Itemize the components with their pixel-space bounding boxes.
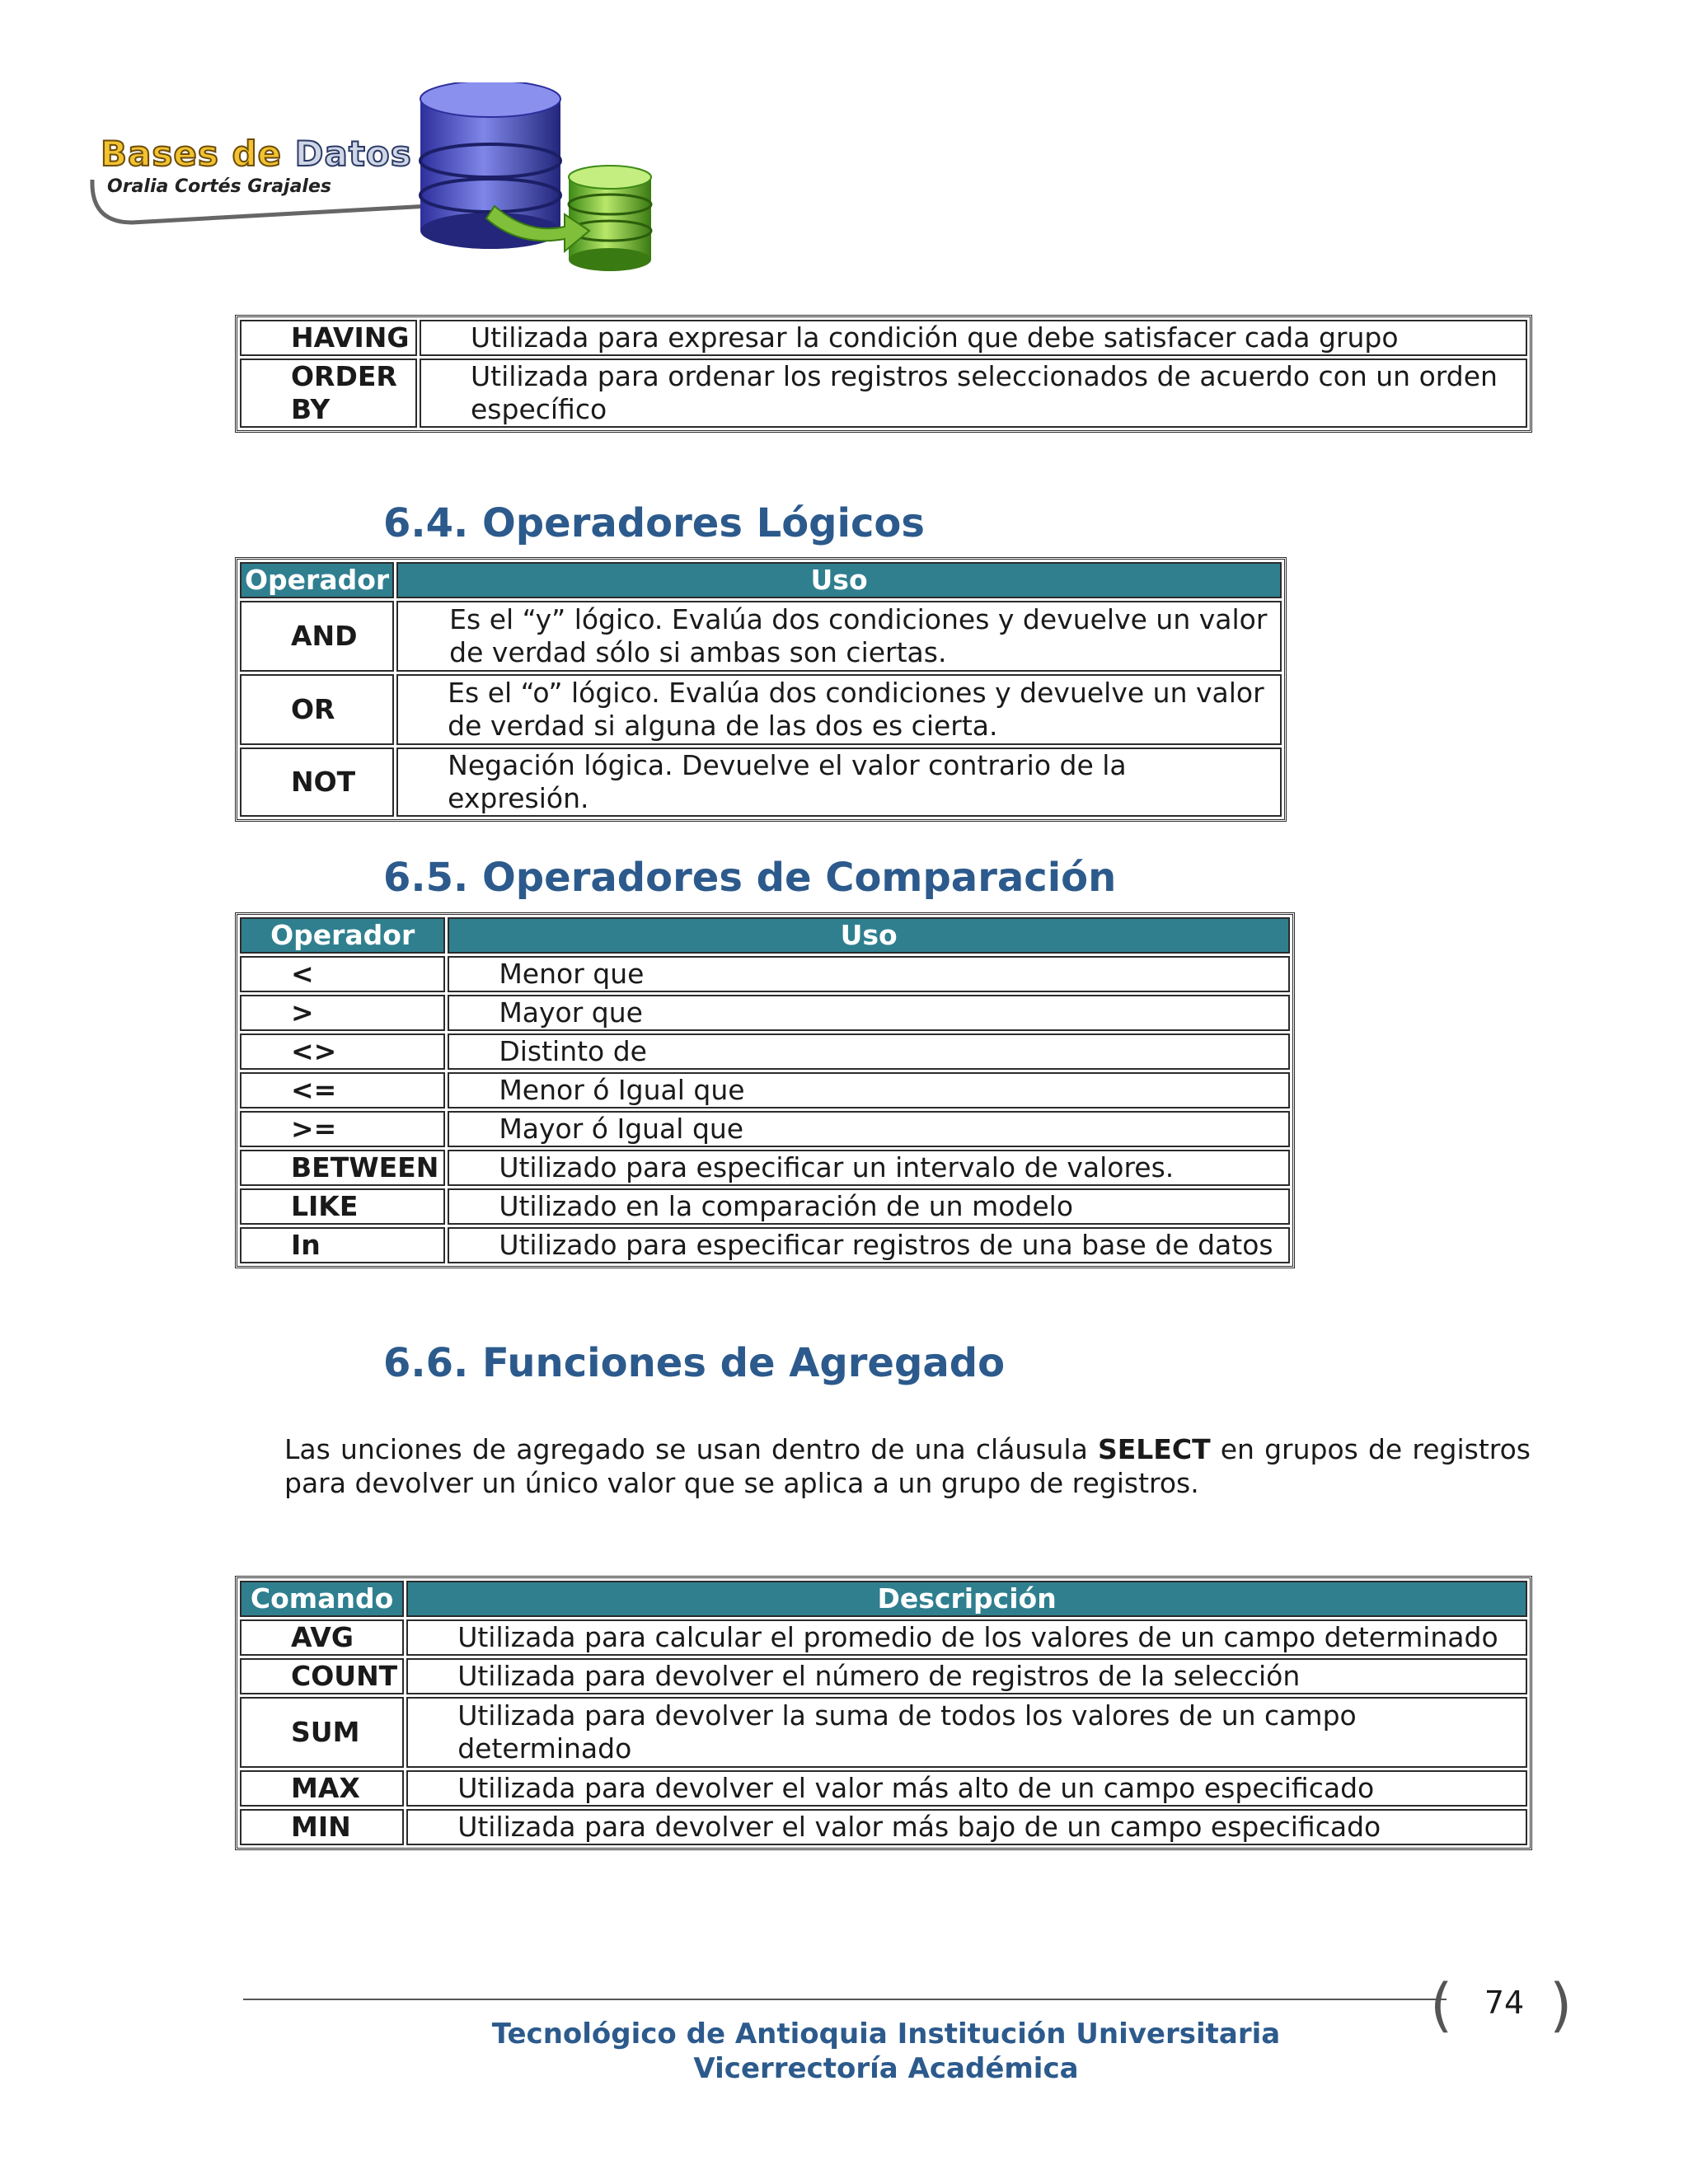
description-cell: Negación lógica. Devuelve el valor contrario de la expresión.: [396, 748, 1282, 817]
description-cell: Es el “y” lógico. Evalúa dos condiciones y devuelve un valor de verdad sólo si ambas son ciertas.: [396, 601, 1282, 672]
command-cell: MIN: [240, 1809, 404, 1845]
table-row: [240, 956, 1290, 992]
table-row: [240, 674, 1282, 745]
operator-cell: ORDER BY: [240, 359, 417, 428]
table-row: [240, 1072, 1290, 1108]
description-cell: Utilizada para devolver la suma de todos los valores de un campo determinado: [406, 1697, 1527, 1768]
description-cell: Mayor que: [448, 995, 1290, 1031]
description-cell: Menor que: [448, 956, 1290, 992]
description-cell: Utilizada para calcular el promedio de los valores de un campo determinado: [406, 1619, 1527, 1656]
description-cell: Utilizada para devolver el número de registros de la selección: [406, 1658, 1527, 1694]
logo-author: Oralia Cortés Grajales: [107, 176, 331, 197]
table-row: [240, 1111, 1290, 1147]
description-cell: Utilizada para ordenar los registros seleccionados de acuerdo con un orden específico: [420, 359, 1527, 428]
command-cell: COUNT: [240, 1658, 404, 1694]
operator-cell: <>: [240, 1033, 445, 1070]
select-keyword: SELECT: [1097, 1433, 1211, 1465]
operator-cell: <: [240, 956, 445, 992]
description-cell: Distinto de: [448, 1033, 1290, 1070]
operator-cell: In: [240, 1227, 445, 1263]
column-header-uso: Uso: [448, 917, 1290, 954]
operator-cell: AND: [240, 601, 394, 672]
operator-cell: OR: [240, 674, 394, 745]
table-row: [240, 1658, 1527, 1694]
operator-cell: NOT: [240, 748, 394, 817]
operator-cell: <=: [240, 1072, 445, 1108]
table-row: [240, 1619, 1527, 1656]
page-number: 74: [1484, 1985, 1525, 2021]
command-cell: AVG: [240, 1619, 404, 1656]
table-row: [240, 1697, 1527, 1768]
table-row: [240, 320, 1527, 356]
table-row: [240, 1809, 1527, 1845]
column-header-operator: Operador: [240, 562, 394, 598]
column-header-descripcion: Descripción: [406, 1581, 1527, 1617]
description-cell: Utilizado para especificar un intervalo de valores.: [448, 1150, 1290, 1186]
aggregate-intro-paragraph: Las unciones de agregado se usan dentro de una cláusula SELECT en grupos de registros para devolver un único valor que se aplica a un grupo de registros.: [284, 1433, 1531, 1499]
section-title-comparacion: 6.5. Operadores de Comparación: [383, 855, 1117, 901]
operator-cell: LIKE: [240, 1188, 445, 1225]
operator-cell: >=: [240, 1111, 445, 1147]
table-row: [240, 1150, 1290, 1186]
aggregate-functions-table: [235, 1576, 1532, 1850]
description-cell: Utilizado en la comparación de un modelo: [448, 1188, 1290, 1225]
clauses-table: [235, 315, 1532, 433]
left-bracket-icon: (: [1430, 1971, 1453, 2039]
footer-department: Vicerrectoría Académica: [693, 2052, 1079, 2085]
description-cell: Mayor ó Igual que: [448, 1111, 1290, 1147]
footer-divider: [243, 1999, 1447, 2000]
bases-de-datos-logo: [82, 82, 676, 288]
comparison-operators-table: [235, 912, 1295, 1268]
table-header-row: [240, 1581, 1527, 1617]
table-row: [240, 1770, 1527, 1807]
table-header-row: [240, 562, 1282, 598]
description-cell: Utilizada para devolver el valor más alto de un campo especificado: [406, 1770, 1527, 1807]
table-header-row: [240, 917, 1290, 954]
operator-cell: BETWEEN: [240, 1150, 445, 1186]
table-row: [240, 995, 1290, 1031]
right-bracket-icon: ): [1550, 1971, 1573, 2039]
column-header-uso: Uso: [396, 562, 1282, 598]
footer-institution: Tecnológico de Antioquia Institución Universitaria: [491, 2018, 1281, 2050]
table-row: [240, 359, 1527, 428]
table-row: [240, 748, 1282, 817]
description-cell: Menor ó Igual que: [448, 1072, 1290, 1108]
logical-operators-table: [235, 557, 1287, 822]
operator-cell: HAVING: [240, 320, 417, 356]
table-row: [240, 1188, 1290, 1225]
table-row: [240, 1227, 1290, 1263]
table-row: [240, 1033, 1290, 1070]
operator-cell: >: [240, 995, 445, 1031]
section-title-agregado: 6.6. Funciones de Agregado: [383, 1340, 1006, 1386]
section-title-logicos: 6.4. Operadores Lógicos: [383, 500, 925, 546]
command-cell: MAX: [240, 1770, 404, 1807]
command-cell: SUM: [240, 1697, 404, 1768]
column-header-operator: Operador: [240, 917, 445, 954]
description-cell: Utilizada para expresar la condición que debe satisfacer cada grupo: [420, 320, 1527, 356]
table-row: [240, 601, 1282, 672]
description-cell: Es el “o” lógico. Evalúa dos condiciones y devuelve un valor de verdad si alguna de las dos es cierta.: [396, 674, 1282, 745]
logo-title: Bases de Datos: [101, 134, 412, 174]
column-header-comando: Comando: [240, 1581, 404, 1617]
description-cell: Utilizado para especificar registros de una base de datos: [448, 1227, 1290, 1263]
description-cell: Utilizada para devolver el valor más bajo de un campo especificado: [406, 1809, 1527, 1845]
